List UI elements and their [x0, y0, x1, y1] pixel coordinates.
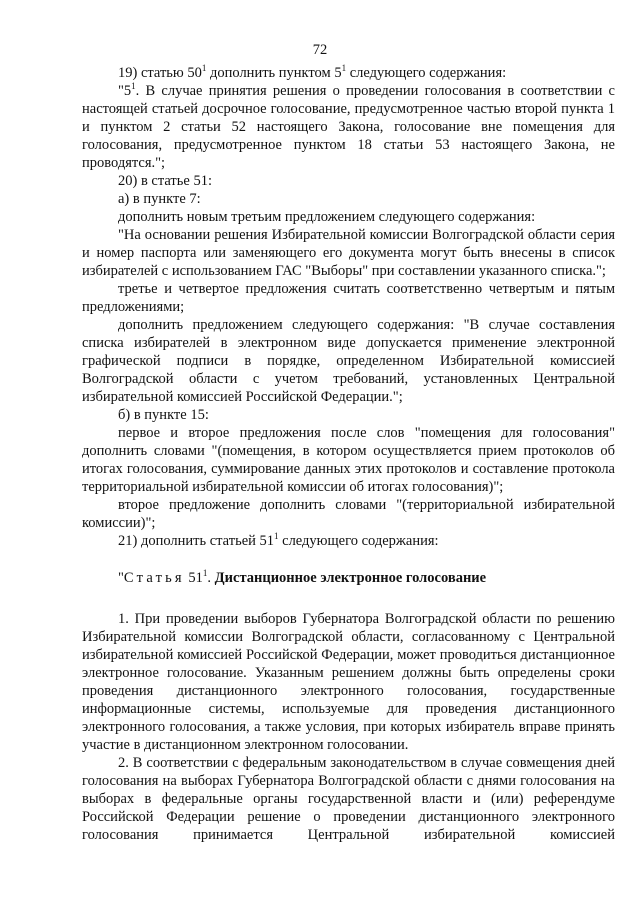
add-third-sentence: дополнить новым третьим предложением следующего содержания:: [118, 209, 536, 225]
first-second-sentences: первое и второе предложения после слов "помещения для голосования" дополнить словами "(помещения, в котором осуществляется прием протоколов об итогах голосования, суммирование данных этих протоколов и составление протокола территориальной избирательной комиссии об итогах голосования)";: [82, 425, 615, 495]
article-point-2: 2. В соответствии с федеральным законодательством в случае совмещения дней голосования на выборах Губернатора Волгоградской области с днями голосования на выборах в федеральные органы государственной власти и (или) референдуме Российской Федерации решение о проведении дистанционного электронного голосования принимается Центральной избирательной комиссией: [82, 755, 615, 843]
article-title: Дистанционное электронное голосование: [211, 570, 487, 586]
page-number: 72: [312, 42, 328, 58]
amendment-19: 19) статью $50^1$ дополнить пунктом $5^1$ следующего содержания:: [118, 63, 507, 81]
sub-b: б) в пункте 15:: [118, 407, 209, 423]
article-point-1: 1. При проведении выборов Губернатора Волгоградской области по решению Избирательной комиссии Волгоградской области, согласованному с Центральной избирательной комиссией Российской Федерации, может проводиться дистанционное электронное голосование. Указанным решением должны быть определены сроки проведения дистанционного электронного голосования, государственные информационные системы, используемые для проведения дистанционного электронного голосования, а также условия, при которых избиратель вправе принять участие в дистанционном электронном голосовании.: [82, 611, 615, 753]
add-sentence-electronic-list: дополнить предложением следующего содержания: "В случае составления списка избирателей в электронном виде допускается применение электронной графической подписи в порядке, определенном Избирательной комиссией Волгоградской области с учетом требований, установленных Центральной избирательной комиссией Российской Федерации.";: [82, 317, 615, 405]
point-5-1-text: "$5^1$. В случае принятия решения о проведении голосования в соответствии с настоящей статьей досрочное голосование, предусмотренное частью второй пункта 1 и пунктом 2 статьи 52 настоящего Закона, голосование вне помещения для голосования, предусмотренное пунктом 18 статьи 53 настоящего Закона, не проводятся.";: [82, 81, 615, 171]
sub-a: а) в пункте 7:: [118, 191, 201, 207]
amendment-20: 20) в статье 51:: [118, 173, 212, 189]
document-body: [82, 64, 615, 844]
article-heading: "Статья $51^1$. Дистанционное электронное голосование: [118, 568, 487, 586]
amendment-21: 21) дополнить статьей $51^1$ следующего содержания:: [118, 531, 439, 549]
renumber-sentences: третье и четвертое предложения считать соответственно четвертым и пятым предложениями;: [82, 281, 615, 315]
second-sentence-addition: второе предложение дополнить словами "(территориальной избирательной комиссии)";: [82, 497, 615, 531]
quoted-sentence-passport: "На основании решения Избирательной комиссии Волгоградской области серия и номер паспорта или заменяющего его документа могут быть внесены в список избирателей с использованием ГАС "Выборы" при составлении указанного списка.";: [82, 227, 615, 279]
